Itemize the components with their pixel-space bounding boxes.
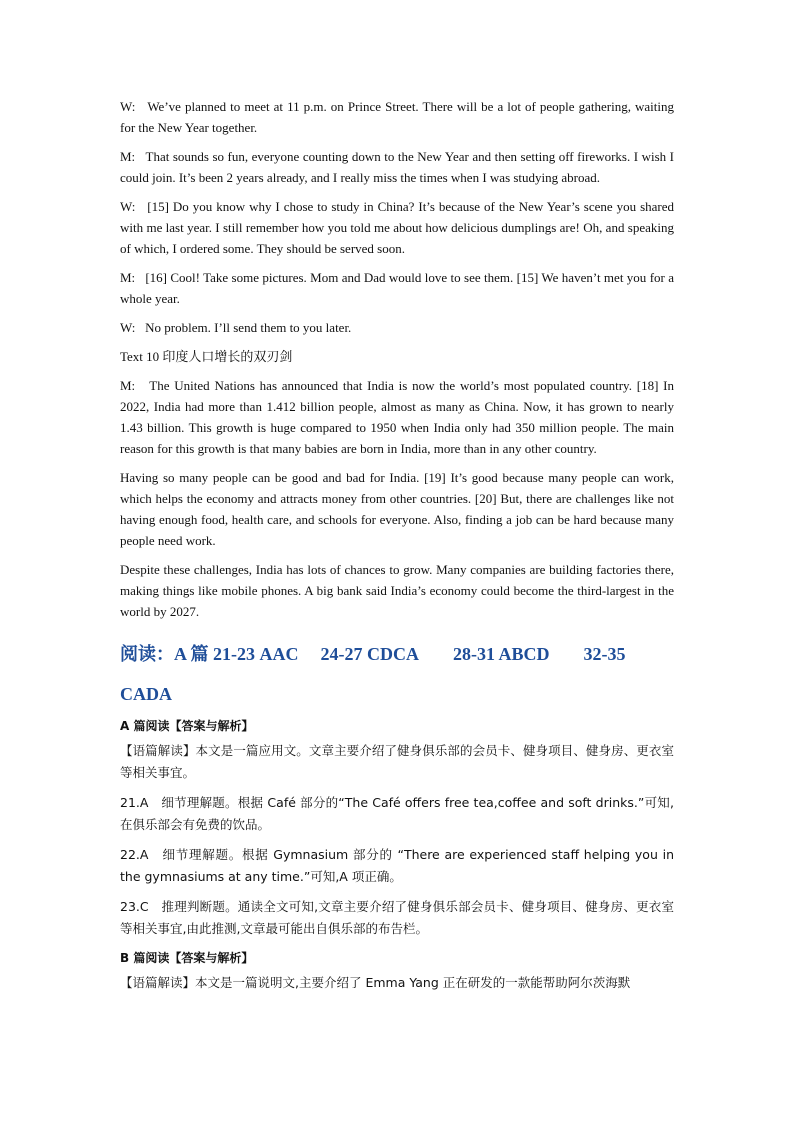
dialogue-line-5: W: No problem. I’ll send them to you later. [120,320,352,335]
dialogue-line-1: W: We’ve planned to meet at 11 p.m. on Prince Street. There will be a lot of people gathering, waiting for the New Year together. [120,99,674,135]
section-b-header: B 篇阅读【答案与解析】 [120,951,254,965]
dialogue-line-4: M: [16] Cool! Take some pictures. Mom and Dad would love to see them. [15] We haven’t met you for a whole year. [120,270,674,306]
answer-21: 21.A 细节理解题。根据 Café 部分的“The Café offers free tea,coffee and soft drinks.”可知,在俱乐部会有免费的饮品。 [120,795,674,832]
text10-title: Text 10 印度人口增长的双刃剑 [120,349,293,364]
answer-key-heading: 阅读：A 篇 21-23 AAC 24-27 CDCA 28-31 ABCD 32-35 CADA [120,644,626,704]
text10-paragraph-2: Having so many people can be good and bad for India. [19] It’s good because many people can work, which helps the economy and attracts money from other countries. [20] But, there are challenges like not having enough food, health care, and schools for everyone. Also, finding a job can be hard because many people need work. [120,470,674,548]
dialogue-line-3: W: [15] Do you know why I chose to study in China? It’s because of the New Year’s scene you shared with me last year. I still remember how you told me about how delicious dumplings are! Oh, and speaking of which, I ordered some. They should be served soon. [120,199,674,256]
text10-paragraph-1: M: The United Nations has announced that India is now the world’s most populated country. [18] In 2022, India had more than 1.412 billion people, almost as many as China. Now, it has grown to nearly 1.43 billion. This growth is huge compared to 1950 when India only had 350 million people. The main reason for this growth is that many babies are born in India, more than in any other country. [120,378,675,456]
text10-paragraph-3: Despite these challenges, India has lots of chances to grow. Many companies are building factories there, making things like mobile phones. A big bank said India’s economy could become the third-largest in the world by 2027. [120,562,674,619]
answer-22: 22.A 细节理解题。根据 Gymnasium 部分的 “There are experienced staff helping you in the gymnasiums at any time.”可知,A 项正确。 [120,847,674,884]
section-a-header: A 篇阅读【答案与解析】 [120,719,254,733]
document-page [120,96,674,1002]
answer-23: 23.C 推理判断题。通读全文可知,文章主要介绍了健身俱乐部会员卡、健身项目、健身房、更衣室等相关事宜,由此推测,文章最可能出自俱乐部的布告栏。 [120,899,674,936]
dialogue-line-2: M: That sounds so fun, everyone counting down to the New Year and then setting off fireworks. I wish I could join. It’s been 2 years already, and I really miss the times when I was studying abroad. [120,149,674,185]
section-a-intro: 【语篇解读】本文是一篇应用文。文章主要介绍了健身俱乐部的会员卡、健身项目、健身房、更衣室等相关事宜。 [120,743,674,780]
section-b-intro: 【语篇解读】本文是一篇说明文,主要介绍了 Emma Yang 正在研发的一款能帮助阿尔茨海默 [120,975,631,990]
